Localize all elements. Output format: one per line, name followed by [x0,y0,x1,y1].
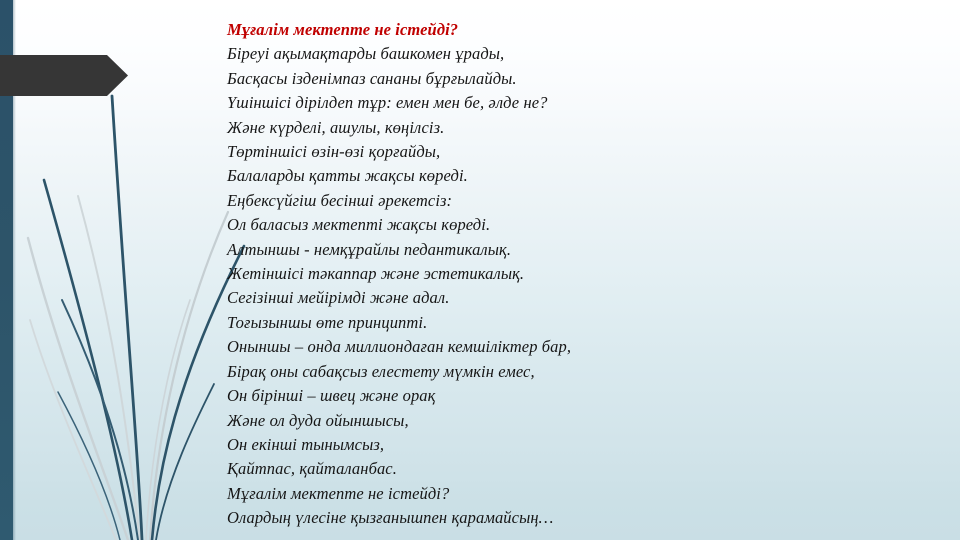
poem-line: Біреуі ақымақтарды башкомен ұрады, [227,44,505,64]
poem-line: Он бірінші – швец және орақ [227,386,436,406]
poem-line: Балаларды қатты жақсы көреді. [227,166,468,186]
poem-line: Жетіншісі тәкаппар және эстетикалық. [227,264,525,284]
poem-line: Мұғалім мектепте не істейді? [227,483,450,503]
poem-line: Төртіншісі өзін-өзі қорғайды, [227,142,441,162]
poem-line: Қайтпас, қайталанбас. [227,459,397,479]
poem-line: Сегізінші мейірімді және адал. [227,288,450,308]
poem-line: Еңбексүйгіш бесінші әрекетсіз: [227,190,453,210]
poem-line: Басқасы ізденімпаз сананы бұрғылайды. [227,68,517,88]
arrow-banner-shape [0,55,128,96]
poem-line: Тоғызыншы өте принципті. [227,312,428,332]
poem-line: Оныншы – онда миллиондаған кемшіліктер бар, [227,337,572,357]
poem-line: Және күрделі, ашулы, көңілсіз. [227,117,445,137]
poem-line: Және ол дуда ойыншысы, [227,410,409,430]
poem-text-block [227,18,927,531]
poem-line: Он екінші тынымсыз, [227,434,385,454]
poem-line: Ол баласыз мектепті жақсы көреді. [227,215,491,235]
poem-line: Бірақ оны сабақсыз елестету мүмкін емес, [227,361,535,381]
poem-line: Алтыншы - немқұрайлы педантикалық. [227,239,512,259]
poem-line: Үшіншісі дірілдеп тұр: емен мен бе, әлде не? [227,93,548,113]
poem-line: Олардың үлесіне қызғанышпен қарамайсың… [227,508,554,528]
poem-title: Мұғалім мектепте не істейді? [227,20,459,39]
